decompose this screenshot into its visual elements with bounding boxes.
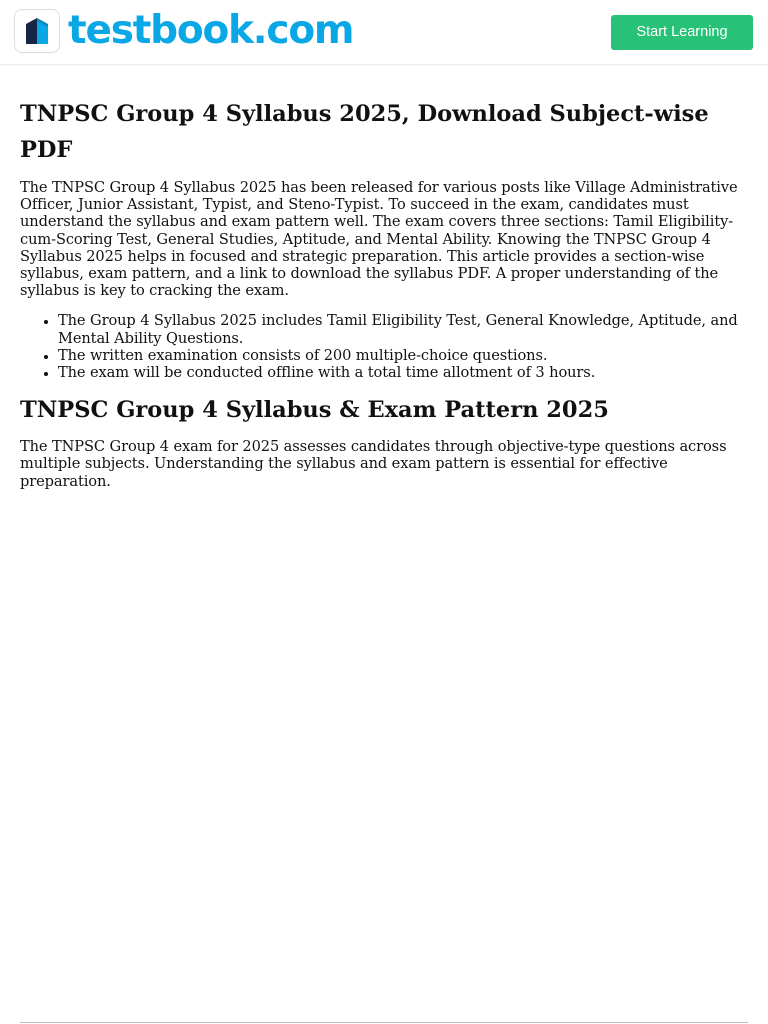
section-heading: TNPSC Group 4 Syllabus & Exam Pattern 2025 [20,397,609,424]
site-logo-link[interactable] [14,9,353,53]
list-item: • The exam will be conducted offline with a total time allotment of 3 hours. [58,364,742,381]
article-title: TNPSC Group 4 Syllabus 2025, Download Subject-wise PDF [20,101,709,163]
section-paragraph: The TNPSC Group 4 exam for 2025 assesses candidates through objective-type questions across multiple subjects. Understanding the syllabus and exam pattern is essential for effective preparation. [20,438,727,490]
article-content [20,96,742,490]
list-item: • The Group 4 Syllabus 2025 includes Tamil Eligibility Test, General Knowledge, Aptitude, and Mental Ability Questions. [58,312,742,346]
logo-wordmark: testbook.com [68,8,354,53]
start-learning-button[interactable]: Start Learning [611,15,753,50]
testbook-logo-icon [14,9,60,53]
intro-paragraph: The TNPSC Group 4 Syllabus 2025 has been released for various posts like Village Administrative Officer, Junior Assistant, Typist, and Steno-Typist. To succeed in the exam, candidates must understand the syllabus and exam pattern well. The exam covers three sections: Tamil Eligibility-cum-Scoring Test, General Studies, Aptitude, and Mental Ability. Knowing the TNPSC Group 4 Syllabus 2025 helps in focused and strategic preparation. This article provides a section-wise syllabus, exam pattern, and a link to download the syllabus PDF. A proper understanding of the syllabus is key to cracking the exam. [20,179,738,300]
site-header [0,0,768,65]
bottom-divider [20,1022,748,1023]
key-points-list [20,312,742,381]
list-item: • The written examination consists of 200 multiple-choice questions. [58,347,742,364]
